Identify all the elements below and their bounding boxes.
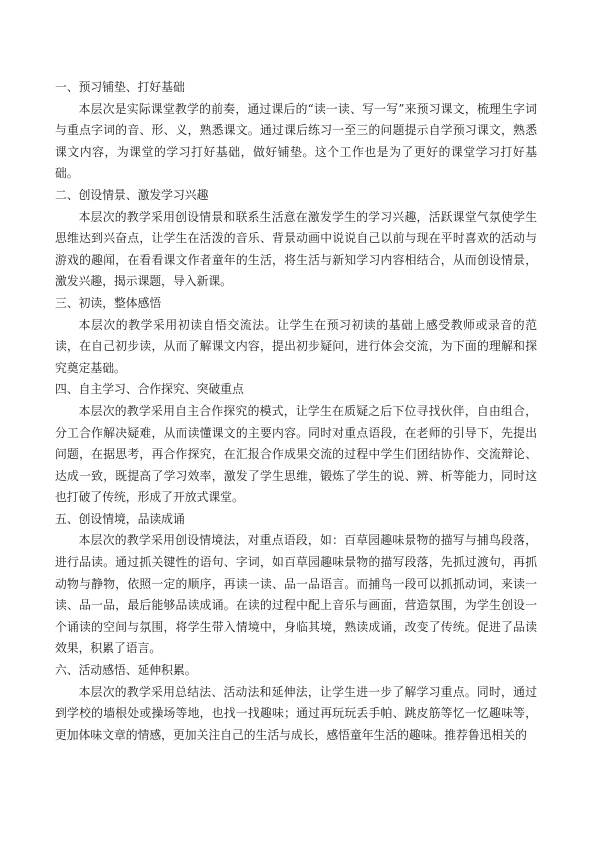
section-body-5: 本层次的教学采用创设情境法，对重点语段，如：百草园趣味景物的描写与捕鸟段落，进行品读。通过抓关键性的语句、字词，如百草园趣味景物的描写段落，先抓过渡句，再抓动物与静物，依照一定的顺序，再读一读、品一品语言。而捕鸟一段可以抓抓动词，来读一读、品一品，最后能够品读成诵。在读的过程中配上音乐与画面，营造氛围，为学生创设一个诵读的空间与氛围，将学生带入情境中，身临其境，熟读成诵，改变了传统。促进了品读效果，积累了语言。	[55, 533, 537, 656]
section-body-4: 本层次的教学采用自主合作探究的模式，让学生在质疑之后下位寻找伙伴，自由组合，分工合作解决疑难，从而读懂课文的主要内容。同时对重点语段，在老师的引导下，先提出问题，在据思考，再合作探究，在汇报合作成果交流的过程中学生们团结协作、交流辩论、达成一致，既提高了学习效率，激发了学生思维，锻炼了学生的说、辨、析等能力，同时这也打破了传统，形成了开放式课堂。	[55, 403, 537, 505]
section-heading-6: 六、活动感悟、延伸积累。	[55, 663, 197, 678]
document-page	[55, 77, 537, 746]
section-heading-3: 三、初读，整体感悟	[55, 295, 162, 310]
section-body-3: 本层次的教学采用初读自悟交流法。让学生在预习初读的基础上感受教师或录音的范读，在自己初步读，从而了解课文内容，提出初步疑问，进行体会交流，为下面的理解和探究奠定基础。	[55, 317, 537, 375]
section-body-2: 本层次的教学采用创设情景和联系生活意在激发学生的学习兴趣，活跃课堂气氛使学生思维达到兴奋点，让学生在活泼的音乐、背景动画中说说自己以前与现在平时喜欢的活动与游戏的趣闻，在看看课文作者童年的生活，将生活与新知学习内容相结合，从而创设情景，激发兴趣，揭示课题，导入新课。	[55, 209, 537, 289]
section-body-1: 本层次是实际课堂教学的前奏，通过课后的“读一读、写一写”来预习课文，梳理生字词与重点字词的音、形、义，熟悉课文。通过课后练习一至三的问题提示自学预习课文，熟悉课文内容，为课堂的学习打好基础，做好铺垫。这个工作也是为了更好的课堂学习打好基础。	[55, 101, 537, 181]
section-heading-5: 五、创设情境，品读成诵	[55, 511, 185, 526]
section-heading-4: 四、自主学习、合作探究、突破重点	[55, 382, 244, 397]
section-heading-2: 二、创设情景、激发学习兴趣	[55, 187, 209, 202]
section-heading-1: 一、预习铺垫、打好基础	[55, 80, 185, 94]
section-body-6: 本层次的教学采用总结法、活动法和延伸法，让学生进一步了解学习重点。同时，通过到学校的墙根处或操场等地，也找一找趣味；通过再玩玩丢手帕、跳皮筋等忆一忆趣味等，更加体味文章的情感，更加关注自己的生活与成长，感悟童年生活的趣味。推荐鲁迅相关的	[55, 684, 537, 742]
